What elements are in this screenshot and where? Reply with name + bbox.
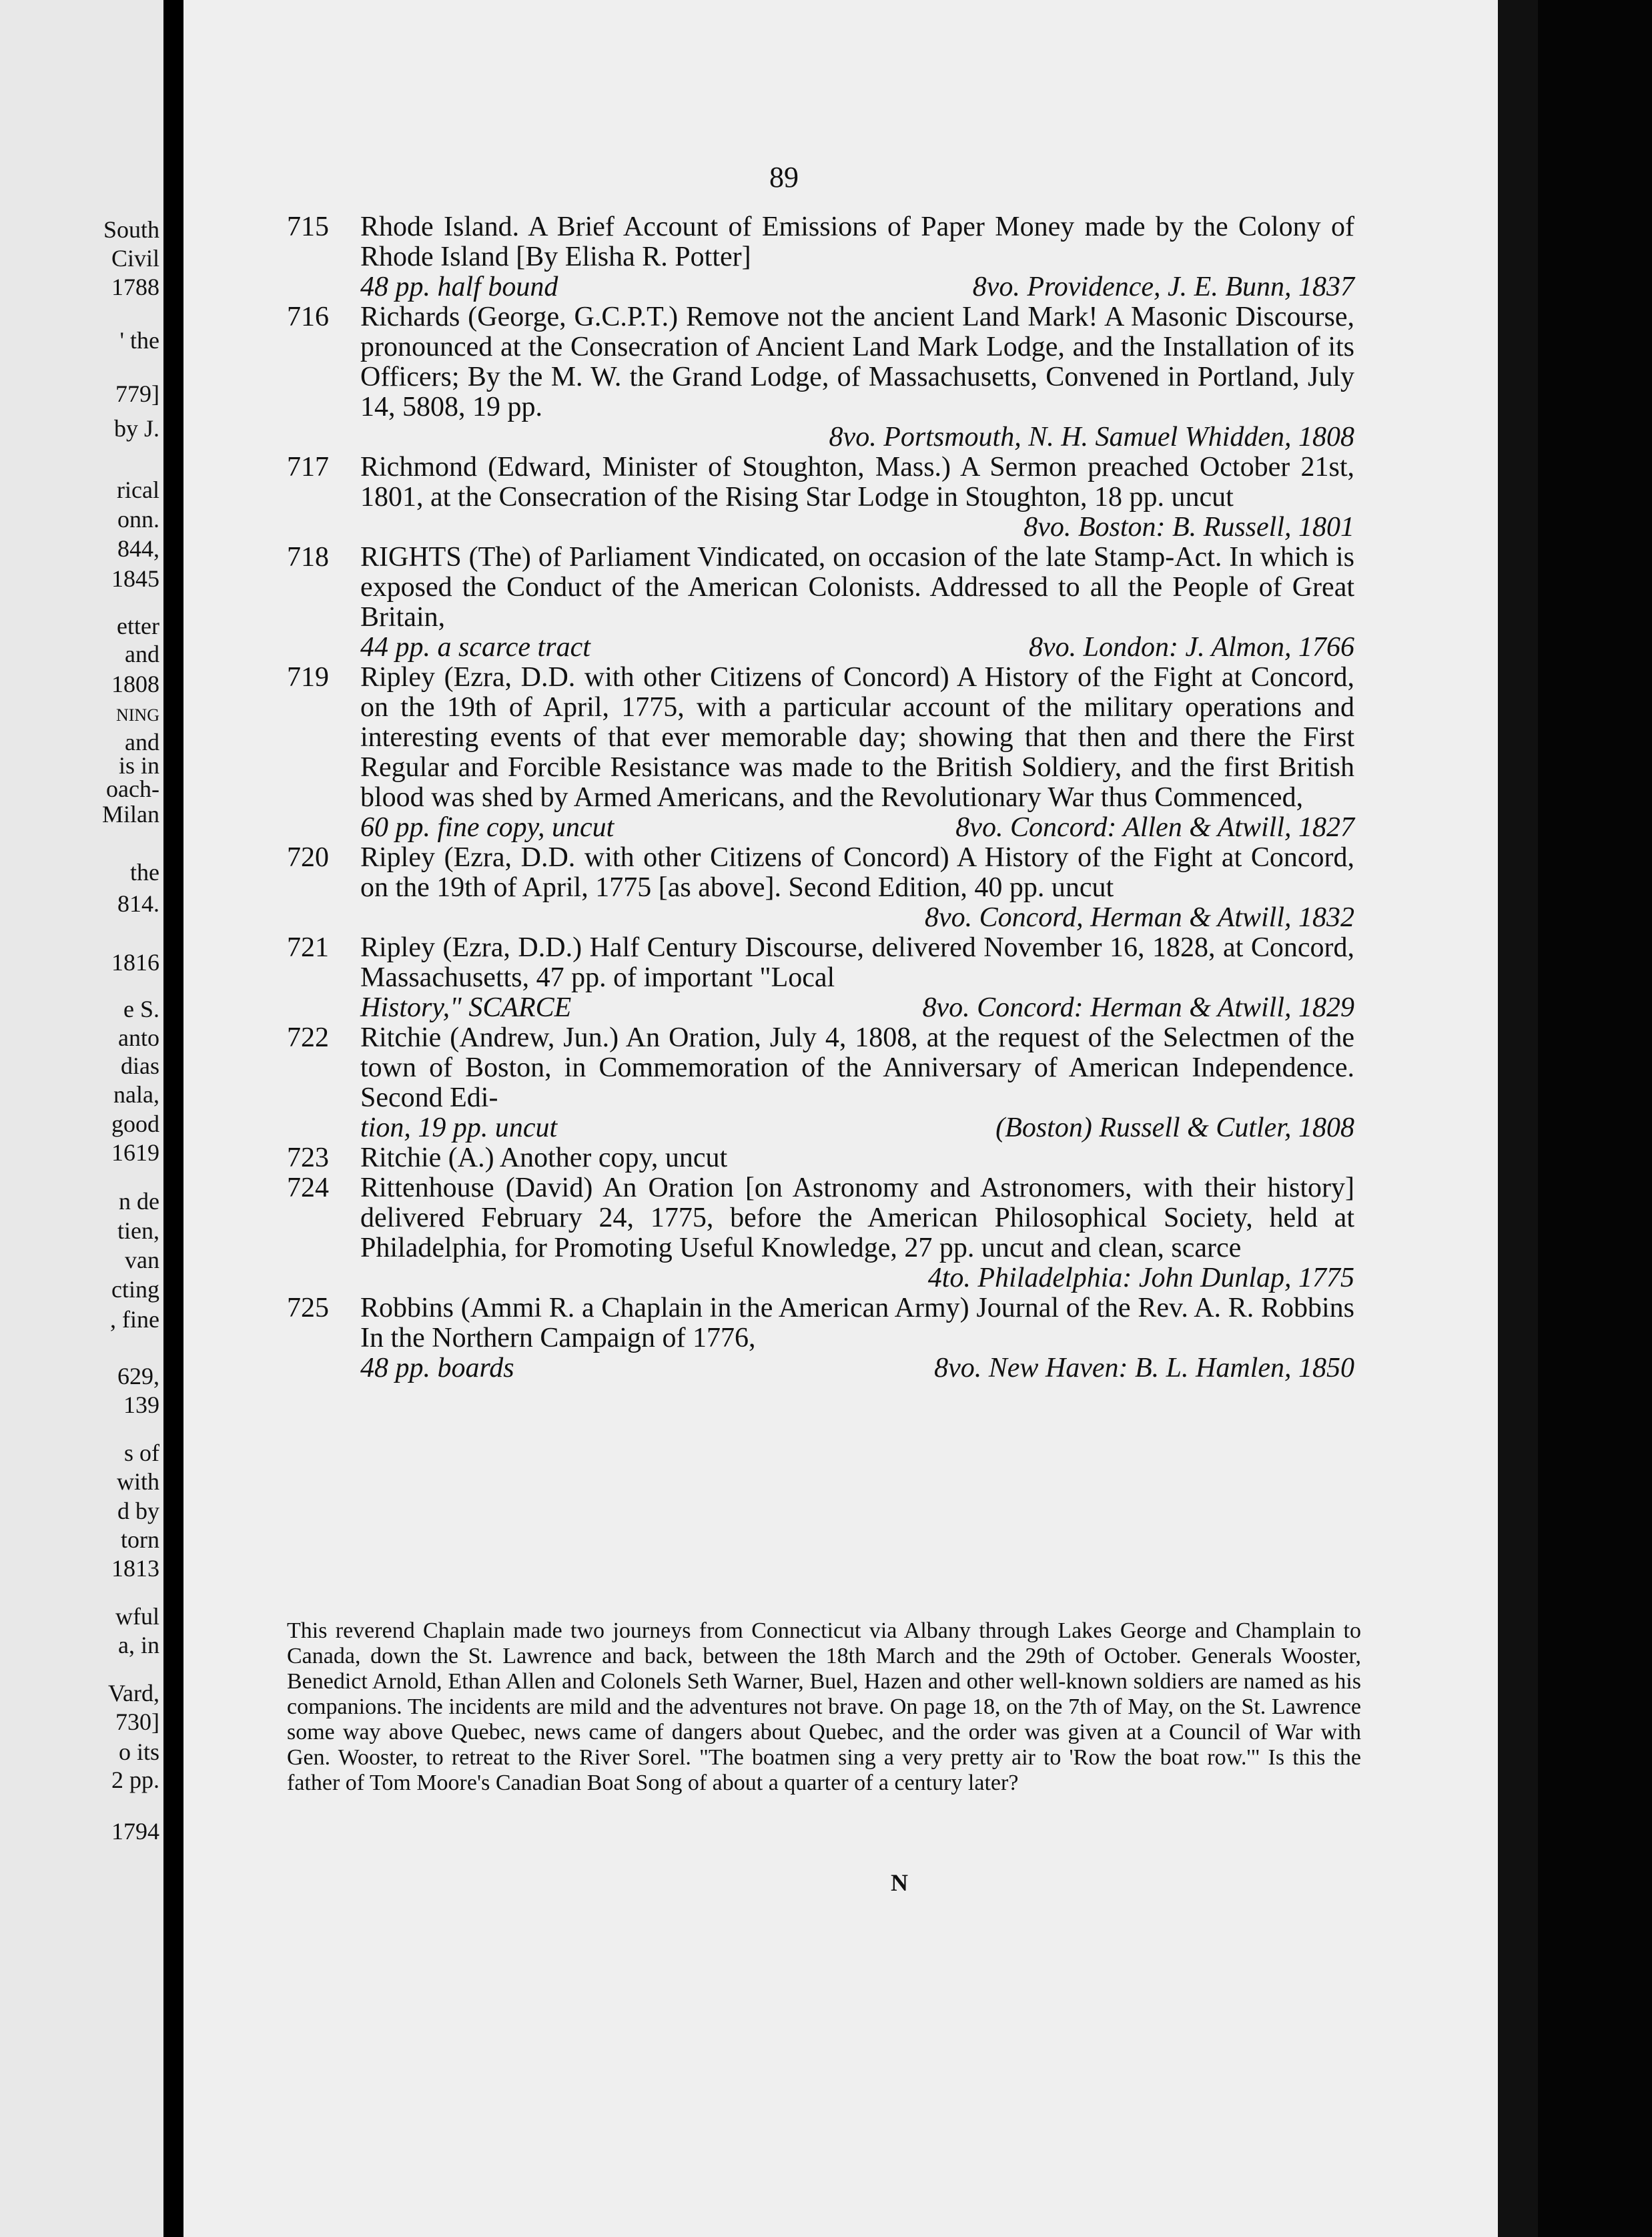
entry-body	[360, 212, 1354, 302]
margin-fragment: nala,	[113, 1081, 159, 1108]
margin-fragment: 2 pp.	[111, 1767, 159, 1793]
margin-fragment: Milan	[102, 801, 159, 828]
entry-body	[360, 1143, 1354, 1173]
entry-number: 720	[287, 842, 329, 873]
margin-fragment: rical	[117, 476, 159, 503]
margin-fragment: Civil	[111, 245, 159, 272]
entry-body	[360, 543, 1354, 663]
margin-fragment: n de	[119, 1188, 159, 1215]
catalogue-entry	[287, 452, 1354, 543]
margin-fragment: 1794	[111, 1818, 159, 1845]
margin-fragment: is in	[118, 752, 159, 779]
entry-number: 722	[287, 1022, 329, 1053]
catalogue-entry	[287, 1143, 1354, 1173]
entry-detail: 60 pp. fine copy, uncut	[360, 812, 614, 843]
entry-imprint: 8vo. Concord, Herman & Atwill, 1832	[925, 902, 1354, 933]
margin-fragment: a, in	[118, 1632, 159, 1658]
entry-body	[360, 663, 1354, 843]
catalogue-entry	[287, 543, 1354, 663]
entry-imprint: (Boston) Russell & Cutler, 1808	[995, 1112, 1354, 1143]
margin-fragment: 730]	[115, 1708, 159, 1735]
entry-title: Ritchie (Andrew, Jun.) An Oration, July 4, 1808, at the request of the Selectmen of the town of Boston, in Commemoration of the Anniversary of American Independence. Second Edi-	[360, 1022, 1354, 1113]
facing-page-fragment	[0, 0, 163, 2237]
margin-fragment: 1816	[111, 949, 159, 976]
margin-fragment: anto	[118, 1024, 159, 1051]
entry-title: Richmond (Edward, Minister of Stoughton, Mass.) A Sermon preached October 21st, 1801, at the Consecration of the Rising Star Lodge in Stoughton, 18 pp. uncut	[360, 452, 1354, 513]
margin-fragment: 779]	[115, 380, 159, 407]
margin-fragment: 1619	[111, 1139, 159, 1166]
margin-fragment: South	[103, 216, 159, 243]
margin-fragment: with	[116, 1468, 159, 1495]
entry-title: Ripley (Ezra, D.D. with other Citizens of Concord) A History of the Fight at Concord, on the 19th of April, 1775, with a particular account of the military operations and interesting events of that ever memorable day; showing that then and there the First Regular and Forcible Resistance was made to the British Soldiery, and the first British blood was shed by Armed Americans, and the Revolutionary War thus Commenced,	[360, 662, 1354, 813]
entry-title: Richards (George, G.C.P.T.) Remove not the ancient Land Mark! A Masonic Discourse, pronounced at the Consecration of Ancient Land Mark Lodge, and the Installation of its Officers; By the M. W. the Grand Lodge, of Massachusetts, Convened in Portland, July 14, 5808, 19 pp.	[360, 302, 1354, 422]
margin-fragment: oach-	[106, 775, 159, 802]
margin-fragment: 844,	[117, 535, 159, 562]
page-edge	[1498, 0, 1538, 2237]
margin-fragment: and	[125, 729, 159, 755]
entry-detail: 48 pp. boards	[360, 1353, 514, 1383]
background	[1538, 0, 1652, 2237]
margin-fragment: wful	[115, 1603, 159, 1630]
entry-number: 724	[287, 1173, 329, 1203]
entry-number: 721	[287, 932, 329, 963]
margin-fragment: , fine	[110, 1306, 159, 1333]
margin-fragment: good	[111, 1110, 159, 1137]
margin-fragment: 1808	[111, 671, 159, 697]
catalogue-entry	[287, 212, 1354, 302]
catalogue-entry	[287, 1173, 1354, 1293]
entry-imprint: 8vo. Concord: Allen & Atwill, 1827	[955, 812, 1354, 843]
entry-body	[360, 302, 1354, 452]
entry-number: 716	[287, 302, 329, 332]
entry-title: Robbins (Ammi R. a Chaplain in the American Army) Journal of the Rev. A. R. Robbins In the Northern Campaign of 1776,	[360, 1293, 1354, 1353]
entry-body	[360, 1023, 1354, 1143]
entry-title: RIGHTS (The) of Parliament Vindicated, on occasion of the late Stamp-Act. In which is exposed the Conduct of the American Colonists. Addressed to all the People of Great Britain,	[360, 542, 1354, 633]
signature-mark: N	[891, 1869, 908, 1896]
margin-fragment: torn	[121, 1526, 159, 1553]
entry-title: Ripley (Ezra, D.D.) Half Century Discourse, delivered November 16, 1828, at Concord, Massachusetts, 47 pp. of important "Local	[360, 932, 1354, 993]
catalogue-entry	[287, 843, 1354, 933]
entry-imprint: 8vo. New Haven: B. L. Hamlen, 1850	[934, 1353, 1354, 1383]
margin-fragment: s of	[124, 1440, 159, 1466]
entry-imprint: 4to. Philadelphia: John Dunlap, 1775	[927, 1263, 1354, 1293]
catalogue-entry	[287, 1293, 1354, 1383]
entry-imprint: 8vo. Concord: Herman & Atwill, 1829	[922, 992, 1354, 1023]
margin-fragment: onn.	[117, 506, 159, 533]
catalogue-entry	[287, 1023, 1354, 1143]
entry-title: Rittenhouse (David) An Oration [on Astronomy and Astronomers, with their history] delivered February 24, 1775, before the American Philosophical Society, held at Philadelphia, for Promoting Useful Knowledge, 27 pp. uncut and clean, scarce	[360, 1173, 1354, 1263]
entry-body	[360, 1293, 1354, 1383]
margin-fragment: 814.	[117, 890, 159, 917]
margin-fragment: 1845	[111, 565, 159, 592]
margin-fragment: Vard,	[108, 1680, 159, 1706]
catalogue-entry	[287, 663, 1354, 843]
margin-fragment: 139	[123, 1391, 159, 1418]
margin-fragment: ' the	[119, 327, 159, 354]
margin-fragment: 1813	[111, 1555, 159, 1582]
page	[183, 0, 1498, 2237]
margin-fragment: tien,	[117, 1217, 159, 1244]
entry-imprint: 8vo. London: J. Almon, 1766	[1028, 632, 1354, 663]
entry-number: 719	[287, 662, 329, 693]
entry-imprint: 8vo. Boston: B. Russell, 1801	[1023, 512, 1354, 543]
margin-fragment: the	[130, 859, 159, 886]
margin-fragment: cting	[111, 1276, 159, 1303]
entry-number: 723	[287, 1143, 329, 1173]
entry-detail: 44 pp. a scarce tract	[360, 632, 590, 663]
entry-title: Ripley (Ezra, D.D. with other Citizens of Concord) A History of the Fight at Concord, on the 19th of April, 1775 [as above]. Second Edition, 40 pp. uncut	[360, 842, 1354, 903]
entry-detail: History," SCARCE	[360, 992, 572, 1023]
entry-body	[360, 843, 1354, 933]
margin-fragment: d by	[117, 1498, 159, 1524]
margin-fragment: and	[125, 641, 159, 667]
entry-detail: tion, 19 pp. uncut	[360, 1112, 558, 1143]
catalogue-entry	[287, 933, 1354, 1023]
margin-fragment: by J.	[113, 415, 159, 442]
entry-note: This reverend Chaplain made two journeys from Connecticut via Albany through Lakes George and Champlain to Canada, down the St. Lawrence and back, between the 18th March and the 29th of October. Generals Wooster, Benedict Arnold, Ethan Allen and Colonels Seth Warner, Buel, Hazen and other well-known soldiers are named as his companions. The incidents are mild and the adventures not brave. On page 18, on the 7th of May, on the St. Lawrence some way above Quebec, news came of dangers about Quebec, and the order was given at a Council of War with Gen. Wooster, to retreat to the River Sorel. "The boatmen sing a very pretty air to 'Row the boat row.'" Is this the father of Tom Moore's Canadian Boat Song of about a quarter of a century later?	[287, 1618, 1361, 1795]
margin-fragment: etter	[117, 613, 159, 639]
margin-fragment: 1788	[111, 274, 159, 300]
margin-fragment: o its	[118, 1738, 159, 1765]
margin-fragment: NING	[116, 705, 159, 725]
entry-imprint: 8vo. Providence, J. E. Bunn, 1837	[972, 272, 1354, 302]
entry-body	[360, 1173, 1354, 1293]
entry-detail: 48 pp. half bound	[360, 272, 558, 302]
margin-fragment: van	[125, 1247, 159, 1273]
entry-title: Ritchie (A.) Another copy, uncut	[360, 1143, 728, 1173]
margin-fragment: 629,	[117, 1363, 159, 1389]
catalogue-entry	[287, 302, 1354, 452]
entry-number: 717	[287, 452, 329, 483]
margin-fragment: e S.	[123, 996, 159, 1022]
entry-number: 715	[287, 212, 329, 242]
book-gutter	[163, 0, 183, 2237]
entry-imprint: 8vo. Portsmouth, N. H. Samuel Whidden, 1808	[829, 422, 1354, 452]
entry-number: 725	[287, 1293, 329, 1323]
margin-fragment: dias	[121, 1052, 159, 1079]
entry-number: 718	[287, 542, 329, 573]
entry-title: Rhode Island. A Brief Account of Emissions of Paper Money made by the Colony of Rhode Island [By Elisha R. Potter]	[360, 212, 1354, 272]
entry-body	[360, 933, 1354, 1023]
page-number: 89	[769, 161, 799, 194]
catalogue-entries	[287, 212, 1354, 1383]
entry-body	[360, 452, 1354, 543]
